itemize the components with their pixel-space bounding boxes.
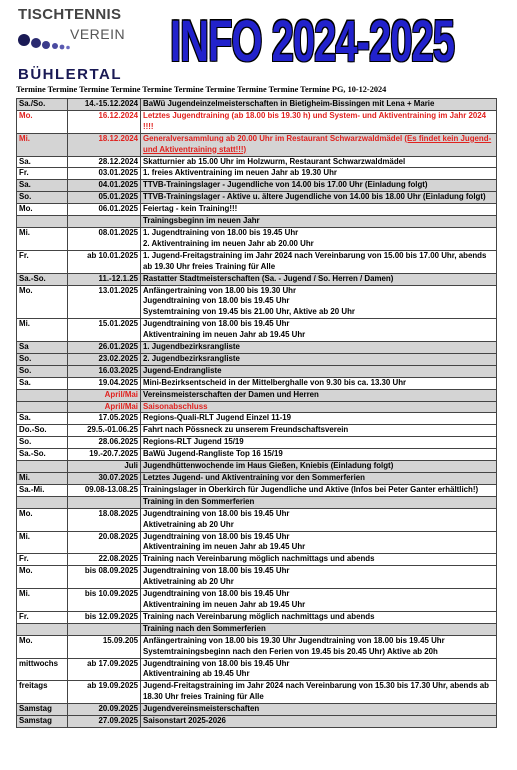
event-date: 18.12.2024 [68, 133, 141, 156]
event-text [141, 273, 497, 285]
event-date: 15.01.2025 [68, 319, 141, 342]
event-day: Sa. [17, 377, 68, 389]
club-logo [16, 4, 146, 82]
event-day: Sa [17, 342, 68, 354]
event-day: freitags [17, 681, 68, 704]
event-date: 28.06.2025 [68, 437, 141, 449]
event-text [141, 508, 497, 531]
event-text-main: BaWü Jugend-Rangliste Top 16 15/19 [143, 449, 283, 459]
event-text [141, 704, 497, 716]
event-text-note: (Es findet kein Jugend- und Aktiventraining statt!!!) [143, 133, 492, 154]
event-text-main: 1. freies Aktiventraining im neuen Jahr ab 19.30 Uhr [143, 168, 337, 178]
event-date: 20.09.2025 [68, 704, 141, 716]
event-date: Juli [68, 461, 141, 473]
event-date: 23.02.2025 [68, 353, 141, 365]
event-day [17, 401, 68, 413]
logo-line-1: TISCHTENNIS [18, 6, 122, 23]
event-text [141, 611, 497, 623]
event-date: 19.-20.7.2025 [68, 449, 141, 461]
event-text [141, 389, 497, 401]
event-row [17, 250, 497, 273]
event-day: Sa. [17, 180, 68, 192]
event-text [141, 437, 497, 449]
event-text-main: 1. Jugendbezirksrangliste [143, 342, 240, 352]
event-day: Sa./So. [17, 99, 68, 111]
event-day: Mo. [17, 110, 68, 133]
event-day: Samstag [17, 716, 68, 728]
event-day: Sa. [17, 156, 68, 168]
event-row [17, 461, 497, 473]
event-text-main: Trainingslager in Oberkirch für Jugendliche und Aktive (Infos bei Peter Ganter erhältlich!) [143, 484, 479, 494]
event-day: Sa. [17, 413, 68, 425]
event-day: Mi. [17, 589, 68, 612]
event-text [141, 204, 497, 216]
event-row [17, 365, 497, 377]
event-text-main: Training nach Vereinbarung möglich nachmittags und abends [143, 554, 375, 564]
event-row [17, 425, 497, 437]
event-day: Fr. [17, 554, 68, 566]
event-text-main: 1. Jugendtraining von 18.00 bis 19.45 Uhr [143, 227, 299, 237]
logo-line-2: VEREIN [70, 26, 126, 42]
event-text-main: Regions-RLT Jugend 15/19 [143, 437, 244, 447]
event-text [141, 353, 497, 365]
event-day [17, 389, 68, 401]
event-text [141, 484, 497, 496]
event-text-main: Saisonabschluss [143, 401, 208, 411]
event-date: ab 10.01.2025 [68, 250, 141, 273]
event-text-line: Aktiventraining im neuen Jahr ab 19.45 Uhr [143, 330, 306, 340]
event-date: bis 10.09.2025 [68, 589, 141, 612]
event-text-main: Rastatter Stadtmeisterschaften (Sa. - Jugend / So. Herren / Damen) [143, 273, 394, 283]
event-row [17, 319, 497, 342]
event-date: 11.-12.1.25 [68, 273, 141, 285]
event-date: 20.08.2025 [68, 531, 141, 554]
event-row [17, 437, 497, 449]
event-text [141, 449, 497, 461]
logo-dots-icon [16, 32, 76, 62]
event-text-main: Jugend-Freitagstraining im Jahr 2024 nach Vereinbarung von 15.30 bis 17.30 Uhr, abends ab 18.30 Uhr freies Training für Alle [143, 681, 489, 702]
event-row [17, 389, 497, 401]
event-text [141, 658, 497, 681]
event-row [17, 531, 497, 554]
event-row [17, 473, 497, 485]
event-text [141, 681, 497, 704]
event-date: 22.08.2025 [68, 554, 141, 566]
event-day: Mi. [17, 531, 68, 554]
event-date: ab 17.09.2025 [68, 658, 141, 681]
event-text [141, 461, 497, 473]
event-text-line: Aktiventraining im neuen Jahr ab 19.45 Uhr [143, 599, 306, 609]
event-text-main: Letztes Jugendtraining (ab 18.00 bis 19.30 h) und System- und Aktiventraining im Jahr 2024 !!!! [143, 110, 487, 131]
event-text-line: Jugendtraining von 18.00 bis 19.45 Uhr [143, 296, 290, 306]
event-row [17, 110, 497, 133]
event-text-main: TTVB-Trainingslager - Aktive u. ältere Jugendliche von 14.00 bis 18.00 Uhr (Einladung folgt) [143, 192, 486, 202]
event-row [17, 273, 497, 285]
event-date: bis 08.09.2025 [68, 566, 141, 589]
event-text-main: Vereinsmeisterschaften der Damen und Herren [143, 389, 319, 399]
event-row [17, 484, 497, 496]
event-day: Samstag [17, 704, 68, 716]
event-row [17, 681, 497, 704]
event-day: Mi. [17, 473, 68, 485]
event-text [141, 566, 497, 589]
event-date: 05.01.2025 [68, 192, 141, 204]
event-day: Mo. [17, 285, 68, 319]
event-date: ab 19.09.2025 [68, 681, 141, 704]
event-date: 17.05.2025 [68, 413, 141, 425]
event-text [141, 99, 497, 111]
event-date [68, 216, 141, 228]
event-text-main: 1. Jugend-Freitagstraining im Jahr 2024 nach Vereinbarung von 15.00 bis 17.00 Uhr, abends ab 19.30 Uhr freies Training für Alle [143, 250, 487, 271]
event-text-main: Fahrt nach Pössneck zu unserem Freundschaftsverein [143, 425, 349, 435]
event-row [17, 611, 497, 623]
event-row [17, 168, 497, 180]
event-row [17, 449, 497, 461]
event-row [17, 180, 497, 192]
event-date: 18.08.2025 [68, 508, 141, 531]
event-day: Mi. [17, 227, 68, 250]
event-day: Do.-So. [17, 425, 68, 437]
event-date: April/Mai [68, 401, 141, 413]
event-row [17, 353, 497, 365]
event-day: Fr. [17, 611, 68, 623]
event-text-line: Systemtraining von 19.45 bis 21.00 Uhr, Aktive ab 20 Uhr [143, 307, 355, 317]
event-day: mittwochs [17, 658, 68, 681]
event-text [141, 285, 497, 319]
event-date: April/Mai [68, 389, 141, 401]
event-text [141, 377, 497, 389]
event-text-line: Aktiventraining ab 19.45 Uhr [143, 669, 250, 679]
event-date: 29.5.-01.06.25 [68, 425, 141, 437]
event-day: Fr. [17, 168, 68, 180]
event-date: 16.03.2025 [68, 365, 141, 377]
event-row [17, 566, 497, 589]
event-day: So. [17, 437, 68, 449]
event-text-main: Jugendtraining von 18.00 bis 19.45 Uhr [143, 531, 290, 541]
event-text-main: Trainingsbeginn im neuen Jahr [143, 216, 260, 226]
event-text [141, 496, 497, 508]
event-row [17, 635, 497, 658]
event-row [17, 342, 497, 354]
event-text-main: Anfängertraining von 18.00 bis 19.30 Uhr [143, 285, 297, 295]
event-text-main: Jugendvereinsmeisterschaften [143, 704, 260, 714]
event-day: Mi. [17, 319, 68, 342]
event-row [17, 99, 497, 111]
event-date: bis 12.09.2025 [68, 611, 141, 623]
event-day: Sa.-So. [17, 449, 68, 461]
event-date: 08.01.2025 [68, 227, 141, 250]
event-date: 03.01.2025 [68, 168, 141, 180]
event-row [17, 204, 497, 216]
event-day [17, 623, 68, 635]
event-text-main: Anfängertraining von 18.00 bis 19.30 Uhr Jugendtraining von 18.00 bis 19.45 Uhr [143, 635, 445, 645]
event-text [141, 473, 497, 485]
event-date: 26.01.2025 [68, 342, 141, 354]
event-date: 15.09.205 [68, 635, 141, 658]
event-text-main: Jugendtraining von 18.00 bis 19.45 Uhr [143, 508, 290, 518]
event-day: So. [17, 192, 68, 204]
event-day: So. [17, 353, 68, 365]
event-row [17, 413, 497, 425]
event-text [141, 250, 497, 273]
event-text-main: Jugendhüttenwochende im Haus Gießen, Kniebis (Einladung folgt) [143, 461, 394, 471]
event-day: Mo. [17, 508, 68, 531]
events-table [16, 98, 497, 728]
event-date: 06.01.2025 [68, 204, 141, 216]
event-row [17, 554, 497, 566]
event-date: 19.04.2025 [68, 377, 141, 389]
event-day: Fr. [17, 250, 68, 273]
event-text-main: 2. Jugendbezirksrangliste [143, 353, 240, 363]
event-row [17, 508, 497, 531]
event-day [17, 216, 68, 228]
event-date: 13.01.2025 [68, 285, 141, 319]
event-text [141, 716, 497, 728]
event-row [17, 401, 497, 413]
event-text-main: Training nach Vereinbarung möglich nachmittags und abends [143, 611, 375, 621]
event-text-main: Letztes Jugend- und Aktiventraining vor den Sommerferien [143, 473, 365, 482]
event-row [17, 227, 497, 250]
event-text-main: Jugend-Endrangliste [143, 365, 222, 375]
event-text [141, 110, 497, 133]
event-date: 04.01.2025 [68, 180, 141, 192]
event-date [68, 496, 141, 508]
event-day [17, 496, 68, 508]
event-text-line: Aktivetraining ab 20 Uhr [143, 577, 234, 587]
event-text-line: Aktivetraining ab 20 Uhr [143, 519, 234, 529]
event-date: 28.12.2024 [68, 156, 141, 168]
event-row [17, 192, 497, 204]
event-text [141, 168, 497, 180]
event-row [17, 589, 497, 612]
event-text-main: Jugendtraining von 18.00 bis 19.45 Uhr [143, 658, 290, 668]
event-date [68, 623, 141, 635]
event-text [141, 156, 497, 168]
event-text [141, 401, 497, 413]
event-text [141, 623, 497, 635]
event-text [141, 413, 497, 425]
event-text [141, 192, 497, 204]
event-row [17, 156, 497, 168]
event-text-main: Mini-Bezirksentscheid in der Mittelberghalle von 9.30 bis ca. 13.30 Uhr [143, 377, 407, 387]
event-text [141, 319, 497, 342]
event-date: 16.12.2024 [68, 110, 141, 133]
event-day: Mo. [17, 635, 68, 658]
event-text [141, 180, 497, 192]
event-text-main: Regions-Quali-RLT Jugend Einzel 11-19 [143, 413, 292, 423]
event-text [141, 554, 497, 566]
event-text-line: Aktiventraining im neuen Jahr ab 19.45 Uhr [143, 542, 306, 552]
event-day: So. [17, 365, 68, 377]
event-text-main: BaWü Jugendeinzelmeisterschaften in Bietigheim-Bissingen mit Lena + Marie [143, 99, 435, 108]
event-text-main: Training in den Sommerferien [143, 496, 255, 506]
event-row [17, 716, 497, 728]
event-text [141, 342, 497, 354]
event-day [17, 461, 68, 473]
event-row [17, 496, 497, 508]
event-date: 27.09.2025 [68, 716, 141, 728]
event-text [141, 589, 497, 612]
event-row [17, 704, 497, 716]
event-text-main: Jugendtraining von 18.00 bis 19.45 Uhr [143, 319, 290, 329]
event-text-line: 2. Aktiventraining im neuen Jahr ab 20.00 Uhr [143, 238, 314, 248]
page-title: INFO 2024-2025 [170, 10, 454, 74]
event-text-main: Jugendtraining von 18.00 bis 19.45 Uhr [143, 589, 290, 599]
event-text [141, 227, 497, 250]
event-day: Mi. [17, 133, 68, 156]
event-text [141, 365, 497, 377]
event-row [17, 216, 497, 228]
event-day: Mo. [17, 566, 68, 589]
event-text-main: Feiertag - kein Training!!! [143, 204, 238, 214]
event-date: 14.-15.12.2024 [68, 99, 141, 111]
logo-line-3: BÜHLERTAL [18, 66, 123, 83]
header-line: Termine Termine Termine Termine Termine Termine Termine Termine Termine Termine PG, 10-12-2024 [16, 85, 387, 94]
event-text-main: Jugendtraining von 18.00 bis 19.45 Uhr [143, 566, 290, 576]
event-row [17, 377, 497, 389]
event-date: 30.07.2025 [68, 473, 141, 485]
event-row [17, 133, 497, 156]
event-row [17, 623, 497, 635]
event-day: Sa.-So. [17, 273, 68, 285]
event-text-main: Generalversammlung ab 20.00 Uhr im Restaurant Schwarzwaldmädel [143, 133, 403, 143]
event-date: 09.08-13.08.25 [68, 484, 141, 496]
event-text-main: Training nach den Sommerferien [143, 623, 266, 633]
event-row [17, 285, 497, 319]
event-day: Mo. [17, 204, 68, 216]
event-text [141, 531, 497, 554]
event-text [141, 216, 497, 228]
event-text [141, 425, 497, 437]
event-text [141, 133, 497, 156]
event-text [141, 635, 497, 658]
event-text-main: Skatturnier ab 15.00 Uhr im Holzwurm, Restaurant Schwarzwaldmädel [143, 156, 406, 166]
event-text-line: Systemtrainingsbeginn nach den Ferien von 19.45 bis 20.45 Uhr) Aktive ab 20h [143, 646, 438, 656]
event-text-main: TTVB-Trainingslager - Jugendliche von 14.00 bis 17.00 Uhr (Einladung folgt) [143, 180, 428, 190]
event-text-main: Saisonstart 2025-2026 [143, 716, 226, 726]
event-day: Sa.-Mi. [17, 484, 68, 496]
event-row [17, 658, 497, 681]
